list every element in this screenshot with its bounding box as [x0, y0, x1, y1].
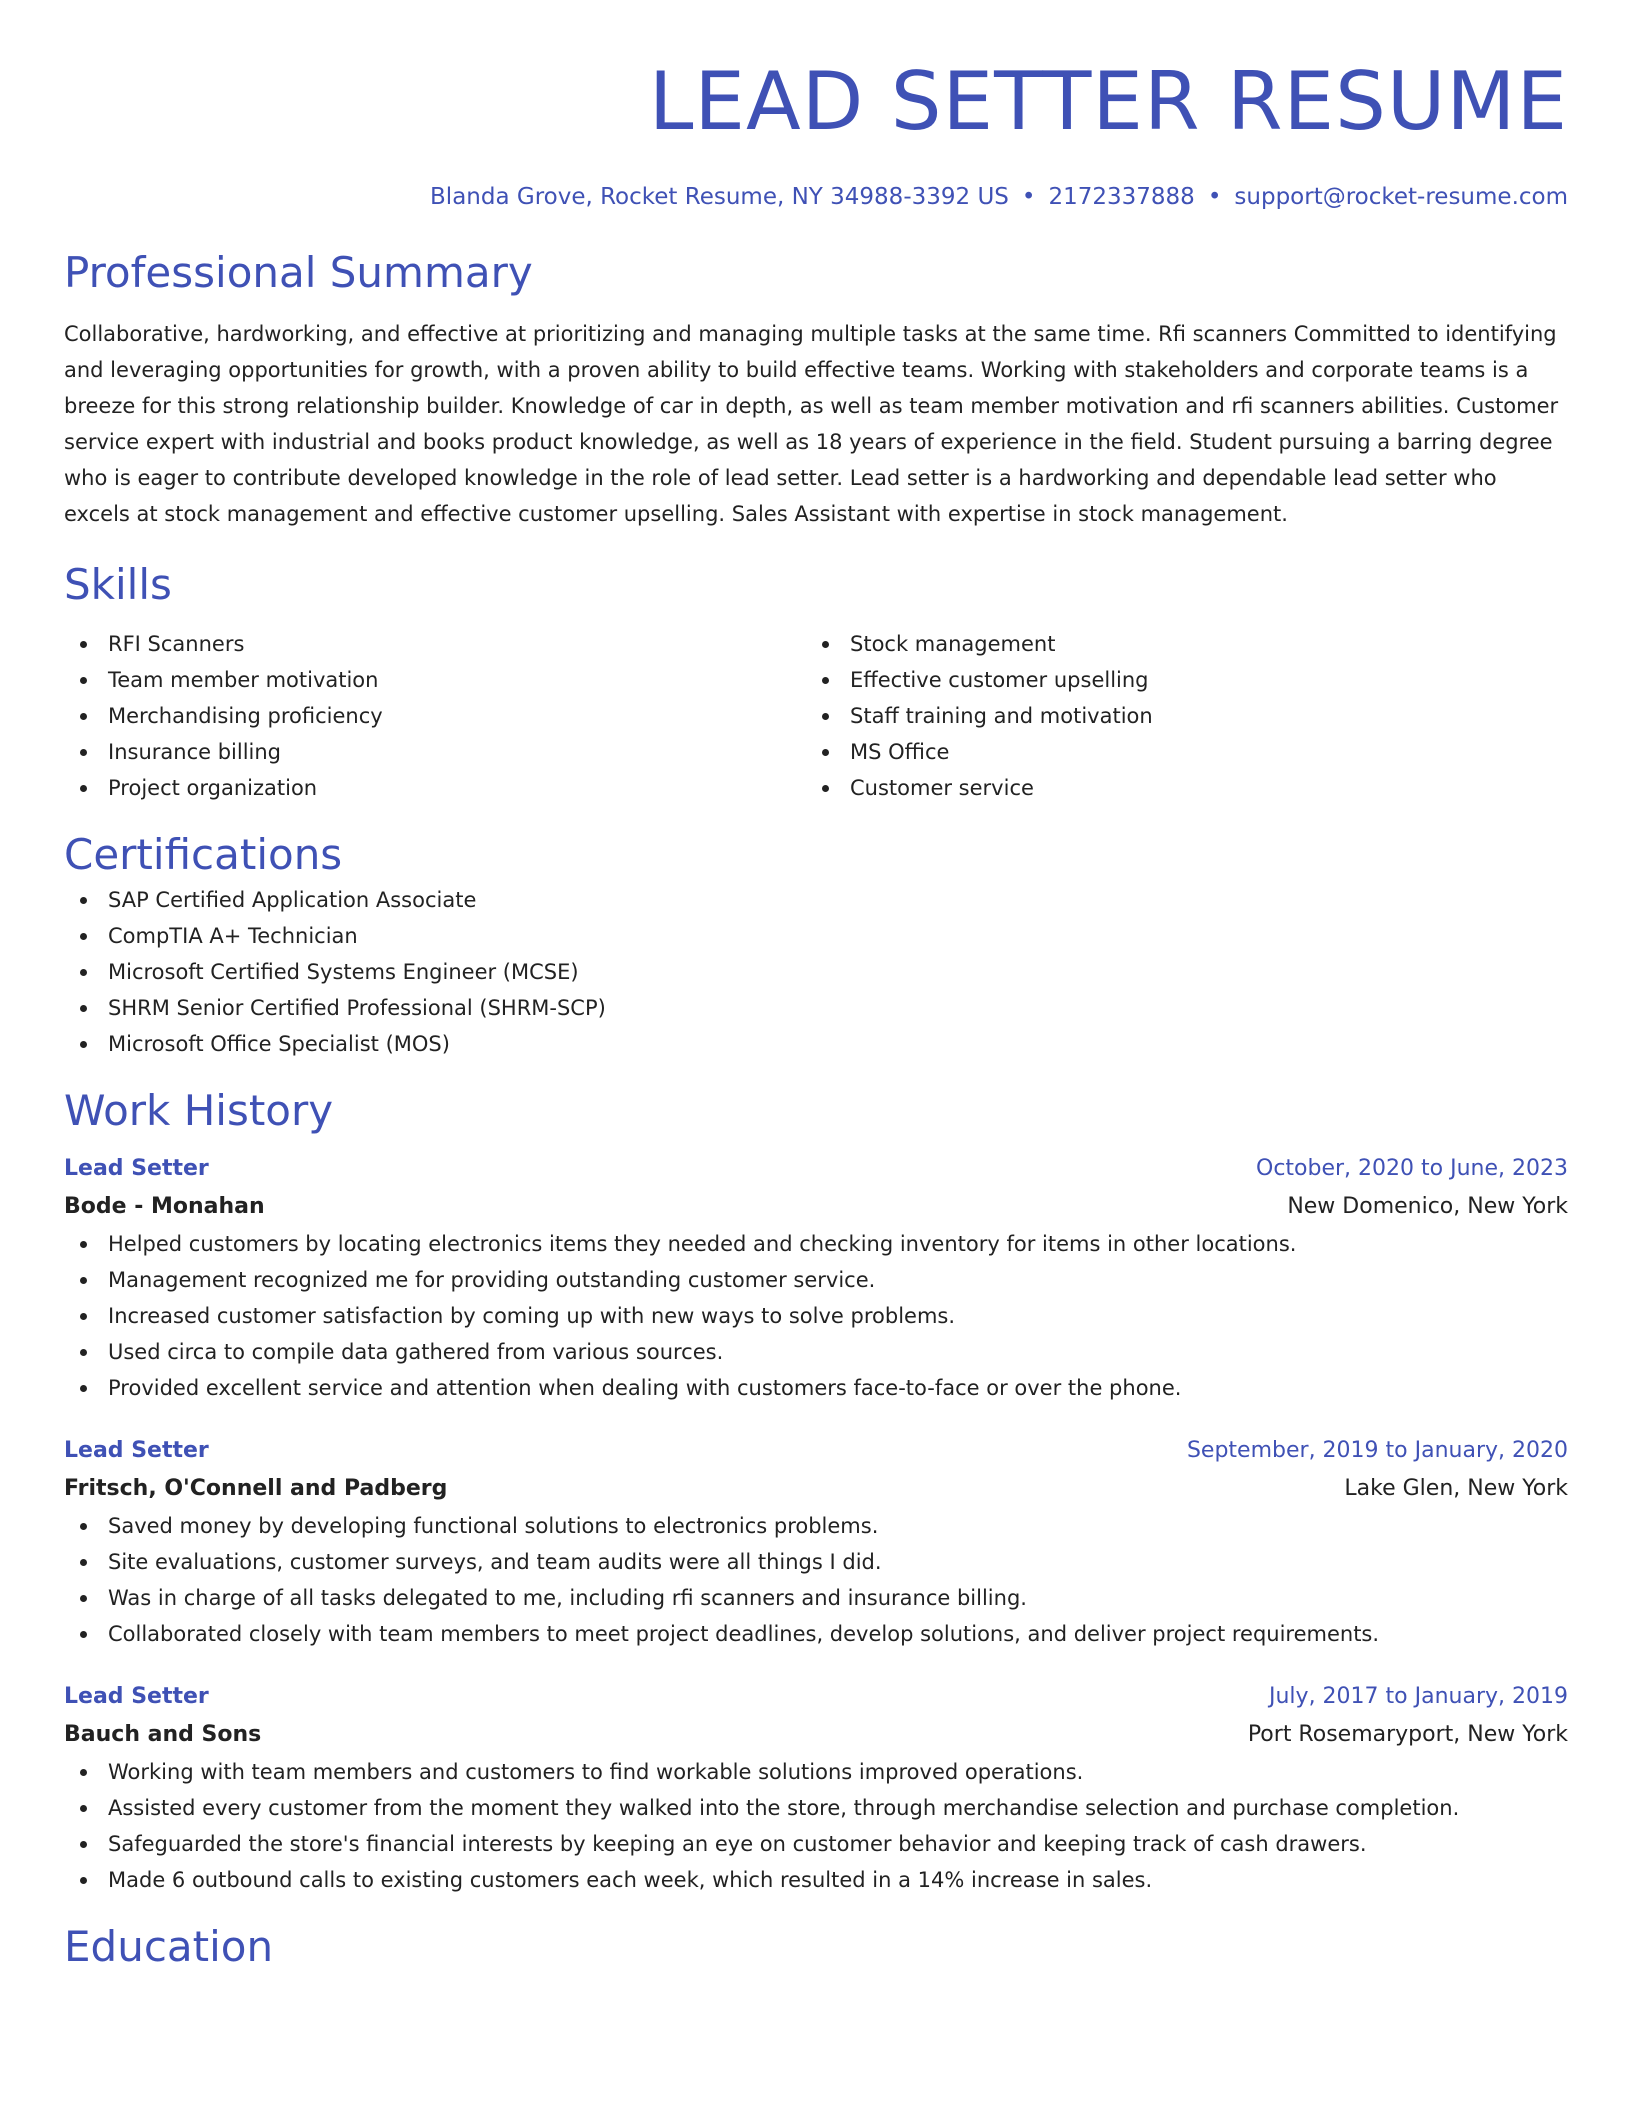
certifications-heading: Certifications [64, 830, 343, 879]
contact-line [64, 182, 1568, 212]
job-duty: Collaborated closely with team members to meet project deadlines, develop solutions, and deliver project requirements. [64, 1616, 1568, 1652]
skill-item: Stock management [806, 626, 1548, 662]
work-history-heading: Work History [64, 1086, 334, 1135]
job-header-row [64, 1678, 1568, 1716]
certification-item: Microsoft Certified Systems Engineer (MCSE) [64, 954, 1568, 990]
job-header-row [64, 1150, 1568, 1188]
job-duty: Made 6 outbound calls to existing customers each week, which resulted in a 14% increase in sales. [64, 1862, 1568, 1898]
job-duty: Safeguarded the store's financial interests by keeping an eye on customer behavior and keeping track of cash drawers. [64, 1826, 1568, 1862]
job-location: New Domenico, New York [1287, 1194, 1568, 1219]
education-section [64, 1920, 1568, 1974]
job-entry [64, 1432, 1568, 1652]
summary-text: Collaborative, hardworking, and effective at prioritizing and managing multiple tasks at the same time. Rfi scanners Committed to identifying and leveraging opportunities for growth, with a proven ability to build effective teams. Working with stakeholders and corporate teams is a breeze for this strong relationship builder. Knowledge of car in depth, as well as team member motivation and rfi scanners abilities. Customer service expert with industrial and books product knowledge, as well as 18 years of experience in the field. Student pursuing a barring degree who is eager to contribute developed knowledge in the role of lead setter. Lead setter is a hardworking and dependable lead setter who excels at stock management and effective customer upselling. Sales Assistant with expertise in stock management. [64, 322, 1559, 526]
job-duty: Site evaluations, customer surveys, and team audits were all things I did. [64, 1544, 1568, 1580]
skills-heading: Skills [64, 560, 172, 609]
job-entry [64, 1150, 1568, 1406]
summary-heading: Professional Summary [64, 248, 533, 297]
job-duty: Helped customers by locating electronics items they needed and checking inventory for items in other locations. [64, 1226, 1568, 1262]
education-heading: Education [64, 1922, 274, 1971]
phone: 2172337888 [1048, 184, 1195, 210]
certifications-list [64, 882, 1568, 1062]
resume-title: LEAD SETTER RESUME [648, 55, 1568, 148]
resume-page [64, 0, 1568, 1974]
skill-item: Effective customer upselling [806, 662, 1548, 698]
job-company-row [64, 1188, 1568, 1226]
job-location: Port Rosemaryport, New York [1247, 1722, 1568, 1747]
job-duty: Provided excellent service and attention when dealing with customers face-to-face or over the phone. [64, 1370, 1568, 1406]
job-header-row [64, 1432, 1568, 1470]
address: Blanda Grove, Rocket Resume, NY 34988-3392 US [430, 184, 1009, 210]
job-title: Lead Setter [64, 1156, 209, 1181]
certification-item: SAP Certified Application Associate [64, 882, 1568, 918]
job-dates: July, 2017 to January, 2019 [1269, 1684, 1568, 1709]
job-location: Lake Glen, New York [1344, 1476, 1568, 1501]
skills-list-left [64, 626, 806, 806]
skill-item: Staff training and motivation [806, 698, 1548, 734]
certification-item: CompTIA A+ Technician [64, 918, 1568, 954]
job-duties-list [64, 1226, 1568, 1406]
contact-separator: • [1207, 184, 1222, 210]
job-duty: Working with team members and customers to find workable solutions improved operations. [64, 1754, 1568, 1790]
job-company-row [64, 1716, 1568, 1754]
work-history-section [64, 1084, 1568, 1898]
email: support@rocket-resume.com [1234, 184, 1568, 210]
summary-section [64, 246, 1568, 532]
skills-section [64, 558, 1568, 806]
certification-item: SHRM Senior Certified Professional (SHRM-SCP) [64, 990, 1568, 1026]
job-duty: Increased customer satisfaction by coming up with new ways to solve problems. [64, 1298, 1568, 1334]
job-company: Fritsch, O'Connell and Padberg [64, 1476, 448, 1501]
certification-item: Microsoft Office Specialist (MOS) [64, 1026, 1568, 1062]
skills-list-right [806, 626, 1548, 806]
job-entry [64, 1678, 1568, 1898]
job-duty: Used circa to compile data gathered from various sources. [64, 1334, 1568, 1370]
skill-item: Team member motivation [64, 662, 806, 698]
skill-item: Insurance billing [64, 734, 806, 770]
resume-header [64, 0, 1568, 212]
skills-grid [64, 626, 1568, 806]
skill-item: MS Office [806, 734, 1548, 770]
job-dates: September, 2019 to January, 2020 [1186, 1438, 1568, 1463]
job-duty: Management recognized me for providing outstanding customer service. [64, 1262, 1568, 1298]
skill-item: RFI Scanners [64, 626, 806, 662]
job-duties-list [64, 1508, 1568, 1652]
job-company: Bauch and Sons [64, 1722, 262, 1747]
job-dates: October, 2020 to June, 2023 [1256, 1156, 1568, 1181]
job-company-row [64, 1470, 1568, 1508]
job-title: Lead Setter [64, 1684, 209, 1709]
job-duty: Saved money by developing functional solutions to electronics problems. [64, 1508, 1568, 1544]
job-company: Bode - Monahan [64, 1194, 265, 1219]
job-duty: Assisted every customer from the moment they walked into the store, through merchandise selection and purchase completion. [64, 1790, 1568, 1826]
job-duties-list [64, 1754, 1568, 1898]
skill-item: Customer service [806, 770, 1548, 806]
skill-item: Merchandising proficiency [64, 698, 806, 734]
job-duty: Was in charge of all tasks delegated to me, including rfi scanners and insurance billing. [64, 1580, 1568, 1616]
contact-separator: • [1021, 184, 1036, 210]
certifications-section [64, 828, 1568, 1062]
skill-item: Project organization [64, 770, 806, 806]
job-title: Lead Setter [64, 1438, 209, 1463]
